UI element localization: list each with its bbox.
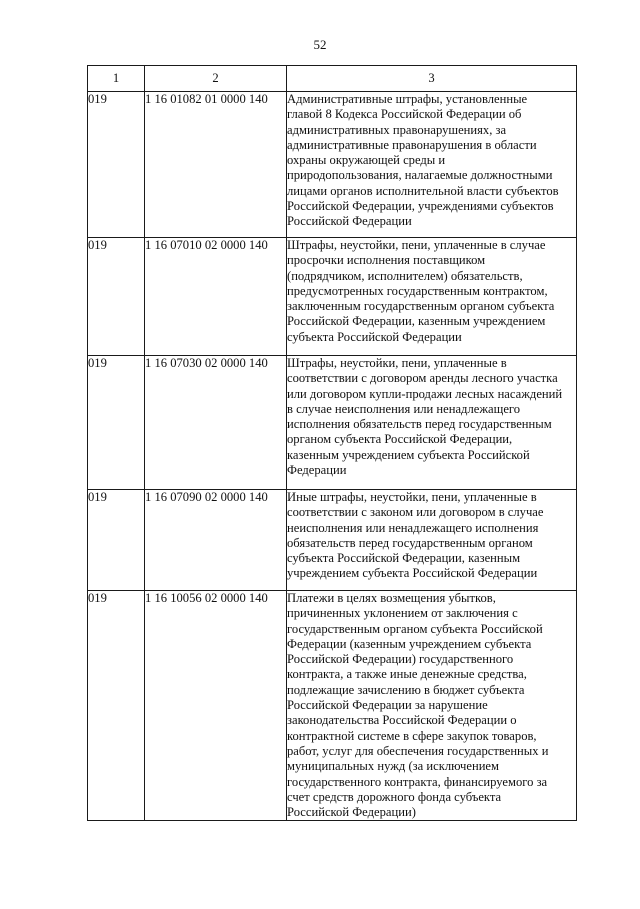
description-line: Административные штрафы, установленные [287,92,528,106]
description-line: Российской Федерации, учреждениями субъектов [287,199,554,214]
kbk-code-cell: 1 16 10056 02 0000 140 [145,591,287,821]
description-cell [287,238,577,356]
kbk-code-cell: 1 16 07090 02 0000 140 [145,490,287,591]
description-cell [287,490,577,591]
description-cell [287,591,577,821]
description-line: контрактной системе в сфере закупок товаров, [287,728,537,743]
description-line: казенным учреждением субъекта Российской [287,447,530,462]
description-line: или договором купли-продажи лесных насаждений [287,386,563,401]
description-cell [287,356,577,490]
description-line: работ, услуг для обеспечения государственных и [287,743,549,758]
description-line: главой 8 Кодекса Российской Федерации об [287,107,522,122]
description-line: Федерации (казенным учреждением субъекта [287,636,532,651]
description-line: муниципальных нужд (за исключением [287,759,499,774]
description-line: соответствии с законом или договором в случае [287,505,544,520]
description-line: Российской Федерации) [287,805,416,820]
kbk-code-cell: 1 16 07010 02 0000 140 [145,238,287,356]
description-line: заключенным государственным органом субъекта [287,299,555,314]
description-line: Федерации [287,463,347,478]
column-header-1: 1 [88,66,145,92]
table-row [88,238,577,356]
description-line: соответствии с договором аренды лесного участка [287,371,558,386]
table-row [88,92,577,238]
kbk-code-cell: 1 16 01082 01 0000 140 [145,92,287,238]
description-line: неисполнения или ненадлежащего исполнения [287,520,539,535]
description-line: природопользования, налагаемые должностными [287,168,553,183]
description-line: счет средств дорожного фонда субъекта [287,789,502,804]
table-header [88,66,577,92]
description-line: Российской Федерации [287,214,412,229]
description-line: Российской Федерации за нарушение [287,698,488,713]
description-line: обязательств перед государственным органом [287,535,533,550]
description-line: субъекта Российской Федерации [287,329,462,344]
description-line: в случае неисполнения или ненадлежащего [287,401,521,416]
admin-code-cell: 019 [88,92,145,238]
column-header-2: 2 [145,66,287,92]
description-line: учреждением субъекта Российской Федерации [287,566,538,581]
admin-code-cell: 019 [88,356,145,490]
table-row [88,490,577,591]
description-line: законодательства Российской Федерации о [287,713,517,728]
description-line: Иные штрафы, неустойки, пени, уплаченные в [287,490,537,504]
table-row [88,356,577,490]
admin-code-cell: 019 [88,238,145,356]
description-line: Российской Федерации) государственного [287,652,514,667]
description-line: государственным органом субъекта Российской [287,621,543,636]
description-line: Российской Федерации, казенным учреждением [287,314,546,329]
description-line: причиненных уклонением от заключения с [287,606,518,621]
description-line: органом субъекта Российской Федерации, [287,432,513,447]
description-line: предусмотренных государственным контрактом, [287,283,548,298]
description-line: Штрафы, неустойки, пени, уплаченные в [287,356,507,370]
table-row [88,591,577,821]
revenue-codes-table [87,65,577,821]
page-number: 52 [313,37,327,52]
description-line: Платежи в целях возмещения убытков, [287,591,496,605]
description-line: Штрафы, неустойки, пени, уплаченные в случае [287,238,546,252]
description-cell [287,92,577,238]
header-row [88,66,577,92]
kbk-code-cell: 1 16 07030 02 0000 140 [145,356,287,490]
admin-code-cell: 019 [88,490,145,591]
column-header-3: 3 [287,66,577,92]
admin-code-cell: 019 [88,591,145,821]
description-line: субъекта Российской Федерации, казенным [287,551,521,566]
description-line: охраны окружающей среды и [287,153,446,168]
description-line: административных правонарушениях, за [287,122,507,137]
description-line: исполнения обязательств перед государственным [287,417,552,432]
description-line: просрочки исполнения поставщиком [287,253,486,268]
description-line: административные правонарушения в области [287,137,537,152]
description-line: (подрядчиком, исполнителем) обязательств, [287,268,523,283]
table-body [88,92,577,821]
description-line: подлежащие зачислению в бюджет субъекта [287,682,525,697]
description-line: лицами органов исполнительной власти субъектов [287,183,559,198]
description-line: контракта, а также иные денежные средства, [287,667,527,682]
description-line: государственного контракта, финансируемого за [287,774,548,789]
